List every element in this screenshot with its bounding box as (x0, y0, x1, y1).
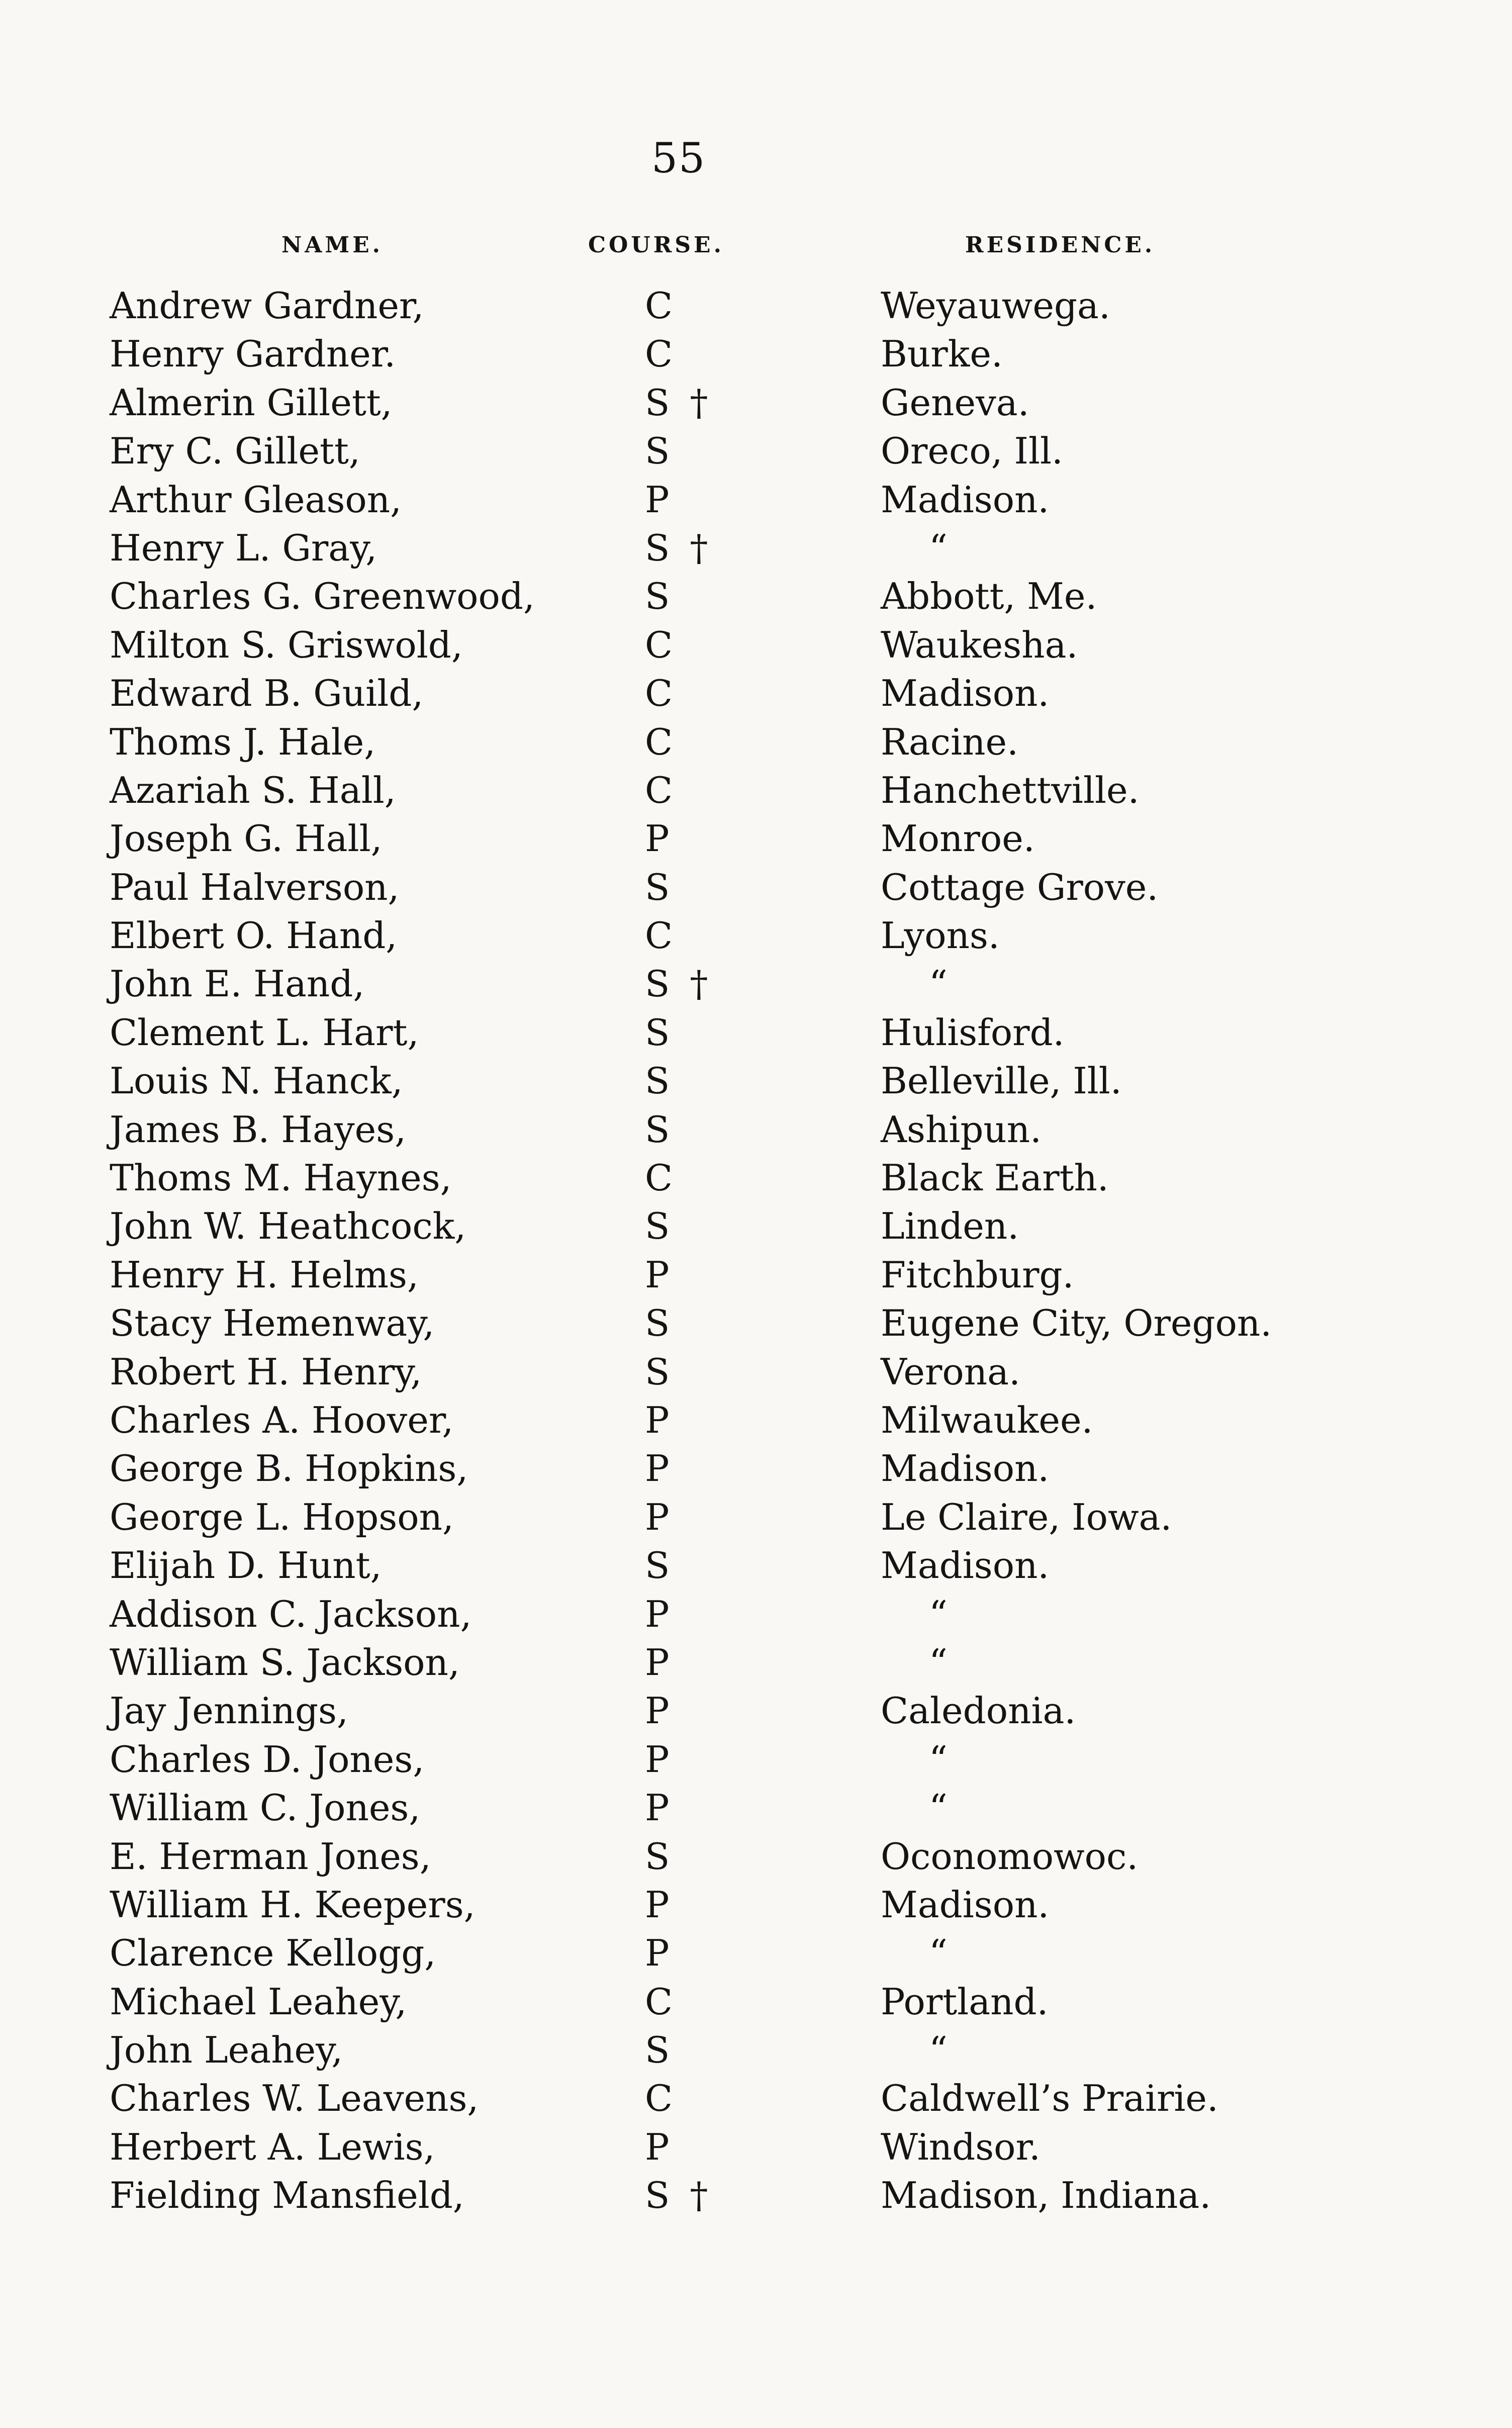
student-name: Henry H. Helms, (110, 1253, 419, 1296)
course-code (645, 2074, 673, 2122)
course-code (645, 669, 673, 717)
page-number: 55 (651, 135, 706, 182)
course-letter: S (645, 2174, 670, 2217)
course-code (645, 621, 673, 669)
student-row (0, 1687, 1512, 1735)
student-residence: Hulisford. (881, 1011, 1065, 1054)
student-name: Charles W. Leavens, (110, 2077, 479, 2120)
student-residence: Madison. (881, 1544, 1050, 1587)
student-residence: Madison. (881, 478, 1050, 521)
student-residence: Racine. (881, 720, 1019, 763)
student-name: John E. Hand, (110, 963, 365, 1005)
student-row (0, 379, 1512, 427)
course-code (645, 1444, 669, 1492)
student-residence: “ (929, 963, 948, 1005)
student-row (0, 2123, 1512, 2171)
student-residence: Caledonia. (881, 1690, 1076, 1732)
course-letter: P (645, 1738, 670, 1781)
student-row (0, 572, 1512, 620)
student-residence: Madison. (881, 1883, 1050, 1926)
student-residence: Windsor. (881, 2125, 1041, 2168)
student-residence: Belleville, Ill. (881, 1060, 1122, 1102)
student-residence: Geneva. (881, 381, 1029, 424)
course-letter: C (645, 720, 673, 763)
course-code (645, 2123, 669, 2171)
course-letter: P (645, 1932, 670, 1975)
course-letter: P (645, 1787, 670, 1829)
residence-column-header: RESIDENCE. (965, 232, 1156, 258)
student-name: Fielding Mansfield, (110, 2174, 464, 2217)
student-residence: Portland. (881, 1980, 1049, 2023)
student-name: William H. Keepers, (110, 1883, 476, 1926)
student-name: Andrew Gardner, (110, 285, 424, 327)
student-row (0, 1832, 1512, 1881)
student-name: Henry Gardner. (110, 333, 396, 376)
course-code (645, 1735, 669, 1784)
student-row (0, 718, 1512, 766)
course-letter: S (645, 575, 670, 618)
course-code (645, 1541, 670, 1590)
student-row (0, 1590, 1512, 1638)
course-letter: S (645, 1205, 670, 1248)
course-code (645, 766, 673, 814)
course-letter: S (645, 430, 670, 473)
course-column-header: COURSE. (588, 232, 724, 258)
name-column-header: NAME. (281, 232, 383, 258)
course-code (645, 1057, 670, 1105)
student-row (0, 282, 1512, 330)
student-row (0, 1493, 1512, 1541)
course-letter: P (645, 1253, 670, 1296)
dagger-mark: † (690, 526, 708, 569)
student-row (0, 2171, 1512, 2219)
student-name: George L. Hopson, (110, 1496, 454, 1538)
course-code (645, 572, 670, 620)
student-residence: Burke. (881, 333, 1003, 376)
student-row (0, 1929, 1512, 1977)
student-row (0, 766, 1512, 814)
course-letter: P (645, 1641, 670, 1684)
student-row (0, 1881, 1512, 1929)
course-letter: C (645, 285, 673, 327)
student-row (0, 1348, 1512, 1396)
course-code (645, 1832, 670, 1881)
dagger-mark: † (690, 381, 708, 424)
student-name: Clement L. Hart, (110, 1011, 419, 1054)
student-residence: “ (929, 1593, 948, 1635)
student-row (0, 330, 1512, 378)
student-residence: Cottage Grove. (881, 866, 1159, 908)
student-residence: Ashipun. (881, 1108, 1042, 1151)
course-code (645, 1008, 670, 1057)
course-letter: P (645, 2125, 670, 2168)
course-letter: P (645, 1883, 670, 1926)
course-letter: C (645, 333, 673, 376)
student-name: Charles G. Greenwood, (110, 575, 535, 618)
course-letter: S (645, 526, 670, 569)
student-residence: Oreco, Ill. (881, 430, 1063, 473)
course-letter: P (645, 1690, 670, 1732)
student-name: Jay Jennings, (110, 1690, 348, 1732)
course-code (645, 1251, 669, 1299)
course-letter: S (645, 1544, 670, 1587)
student-name: John W. Heathcock, (110, 1205, 466, 1248)
student-residence: Monroe. (881, 817, 1035, 860)
student-residence: Madison. (881, 1447, 1050, 1490)
student-row (0, 911, 1512, 960)
student-name: Stacy Hemenway, (110, 1302, 435, 1345)
student-name: E. Herman Jones, (110, 1835, 431, 1878)
course-letter: C (645, 914, 673, 957)
course-code (645, 814, 669, 863)
course-letter: S (645, 1302, 670, 1345)
course-code (645, 911, 673, 960)
course-code (645, 476, 669, 524)
student-residence: Madison, Indiana. (881, 2174, 1211, 2217)
student-row (0, 1105, 1512, 1154)
student-name: Arthur Gleason, (110, 478, 402, 521)
course-code (645, 524, 708, 572)
course-code (645, 1881, 669, 1929)
student-residence: Eugene City, Oregon. (881, 1302, 1272, 1345)
course-code (645, 1396, 669, 1444)
course-letter: S (645, 1060, 670, 1102)
course-letter: P (645, 1496, 670, 1538)
course-letter: C (645, 672, 673, 715)
student-residence: Black Earth. (881, 1157, 1109, 1199)
student-residence: Weyauwega. (881, 285, 1110, 327)
student-residence: Verona. (881, 1350, 1020, 1393)
course-code (645, 1105, 670, 1154)
course-code (645, 960, 708, 1008)
course-letter: C (645, 769, 673, 811)
student-name: Milton S. Griswold, (110, 623, 463, 666)
course-letter: P (645, 478, 670, 521)
student-name: Elijah D. Hunt, (110, 1544, 382, 1587)
course-letter: P (645, 1593, 670, 1635)
student-residence: Oconomowoc. (881, 1835, 1139, 1878)
student-row (0, 476, 1512, 524)
course-code (645, 2171, 708, 2219)
student-row (0, 427, 1512, 475)
student-name: Charles D. Jones, (110, 1738, 425, 1781)
student-name: Thoms J. Hale, (110, 720, 376, 763)
student-row (0, 1154, 1512, 1202)
student-name: Herbert A. Lewis, (110, 2125, 435, 2168)
course-code (645, 863, 670, 911)
student-name: Ery C. Gillett, (110, 430, 360, 473)
course-code (645, 330, 673, 378)
student-name: George B. Hopkins, (110, 1447, 468, 1490)
student-row (0, 2026, 1512, 2074)
student-name: William C. Jones, (110, 1787, 421, 1829)
student-residence: Caldwell’s Prairie. (881, 2077, 1218, 2120)
course-code (645, 1929, 669, 1977)
course-letter: S (645, 1108, 670, 1151)
student-row (0, 1735, 1512, 1784)
student-name: John Leahey, (110, 2029, 343, 2072)
course-letter: C (645, 623, 673, 666)
student-name: Michael Leahey, (110, 1980, 407, 2023)
student-residence: Madison. (881, 672, 1050, 715)
course-code (645, 1784, 669, 1832)
student-name: Joseph G. Hall, (110, 817, 383, 860)
student-name: Elbert O. Hand, (110, 914, 398, 957)
course-code (645, 379, 708, 427)
student-row (0, 1638, 1512, 1687)
course-code (645, 718, 673, 766)
student-residence: Abbott, Me. (881, 575, 1097, 618)
student-row (0, 1978, 1512, 2026)
student-residence: “ (929, 1641, 948, 1684)
student-name: Thoms M. Haynes, (110, 1157, 452, 1199)
student-row (0, 621, 1512, 669)
student-name: Paul Halverson, (110, 866, 400, 908)
student-name: Robert H. Henry, (110, 1350, 422, 1393)
course-code (645, 2026, 670, 2074)
student-row (0, 960, 1512, 1008)
student-row (0, 1251, 1512, 1299)
student-row (0, 669, 1512, 717)
course-code (645, 1154, 673, 1202)
course-letter: S (645, 1011, 670, 1054)
student-residence: Waukesha. (881, 623, 1078, 666)
course-code (645, 1687, 669, 1735)
student-residence: Lyons. (881, 914, 1000, 957)
dagger-mark: † (690, 963, 708, 1005)
student-row (0, 1299, 1512, 1347)
student-row (0, 1057, 1512, 1105)
course-letter: S (645, 1835, 670, 1878)
student-name: Azariah S. Hall, (110, 769, 396, 811)
course-letter: S (645, 381, 670, 424)
course-code (645, 1348, 670, 1396)
course-code (645, 427, 670, 475)
student-row (0, 1202, 1512, 1250)
course-letter: S (645, 963, 670, 1005)
student-residence: Fitchburg. (881, 1253, 1074, 1296)
student-row (0, 524, 1512, 572)
course-letter: C (645, 1157, 673, 1199)
course-letter: S (645, 1350, 670, 1393)
student-residence: “ (929, 1738, 948, 1781)
student-row (0, 1444, 1512, 1492)
student-name: Charles A. Hoover, (110, 1398, 454, 1441)
student-residence: “ (929, 526, 948, 569)
course-letter: C (645, 1980, 673, 2023)
dagger-mark: † (690, 2174, 708, 2217)
student-name: James B. Hayes, (110, 1108, 407, 1151)
course-code (645, 1978, 673, 2026)
student-row (0, 1541, 1512, 1590)
student-name: Louis N. Hanck, (110, 1060, 403, 1102)
student-residence: “ (929, 1932, 948, 1975)
student-row (0, 814, 1512, 863)
student-name: Edward B. Guild, (110, 672, 424, 715)
student-name: Henry L. Gray, (110, 526, 377, 569)
student-residence: Hanchettville. (881, 769, 1140, 811)
student-residence: Linden. (881, 1205, 1019, 1248)
course-code (645, 282, 673, 330)
student-row (0, 1784, 1512, 1832)
course-letter: P (645, 817, 670, 860)
course-letter: P (645, 1398, 670, 1441)
student-row (0, 1396, 1512, 1444)
student-row (0, 1008, 1512, 1057)
student-list (0, 282, 1512, 2220)
course-letter: P (645, 1447, 670, 1490)
course-code (645, 1638, 669, 1687)
course-code (645, 1202, 670, 1250)
student-name: Almerin Gillett, (110, 381, 393, 424)
course-letter: S (645, 866, 670, 908)
student-name: Clarence Kellogg, (110, 1932, 436, 1975)
course-code (645, 1590, 669, 1638)
course-letter: C (645, 2077, 673, 2120)
student-residence: Le Claire, Iowa. (881, 1496, 1172, 1538)
student-name: William S. Jackson, (110, 1641, 460, 1684)
student-residence: “ (929, 1787, 948, 1829)
student-residence: “ (929, 2029, 948, 2072)
course-code (645, 1299, 670, 1347)
student-row (0, 2074, 1512, 2122)
student-name: Addison C. Jackson, (110, 1593, 472, 1635)
course-code (645, 1493, 669, 1541)
student-row (0, 863, 1512, 911)
student-residence: Milwaukee. (881, 1398, 1093, 1441)
course-letter: S (645, 2029, 670, 2072)
